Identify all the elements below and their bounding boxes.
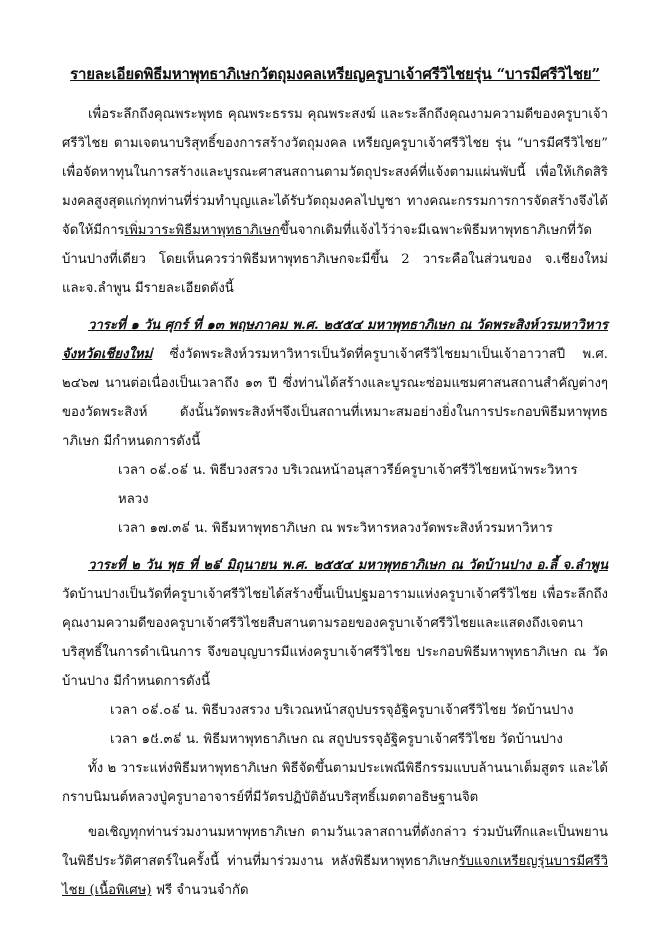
session1-body: ซึ่งวัดพระสิงห์วรมหาวิหารเป็นวัดที่ครูบาเจ้าศรีวิไชยมาเป็นเจ้าอาวาสปี พ.ศ. ๒๔๖๗ นานต่อเนื่องเป็นเวลาถึง ๑๓ ปี ซึ่งท่านได้สร้างและบูรณะซ่อมแซมศาสนสถานสำคัญต่างๆของวัดพระสิงห์ ดังนั้นวัดพระสิงห์ฯจึงเป็นสถานที่เหมาะสมอย่างยิ่งในการประกอบพิธีมหาพุทธาภิเษก มีกำหนดการดังนี้ bbox=[62, 347, 608, 449]
intro-text: เพื่อระลึกถึงคุณพระพุทธ คุณพระธรรม คุณพระสงฆ์ และระลึกถึงคุณงามความดีของครูบาเจ้าศรีวิไชย ตามเจตนาบริสุทธิ์ของการสร้างวัตถุมงคล เหรียญครูบาเจ้าศรีวิไชย รุ่น “บารมีศรีวิไชย” เพื่อจัดหาทุนในการสร้างและบูรณะศาสนสถานตามวัตถุประสงค์ที่แจ้งตามแผ่นพับนี้ เพื่อให้เกิดสิริมงคลสูงสุดแก่ทุกท่านที่ร่วมทำบุญและได้รับวัตถุมงคลไปบูชา ทางคณะกรรมการการจัดสร้างจึงได้จัดให้มีการ bbox=[62, 107, 608, 238]
session2-body: วัดบ้านปางเป็นวัดที่ครูบาเจ้าศรีวิไชยได้สร้างขึ้นเป็นปฐมอารามแห่งครูบาเจ้าศรีวิไชย เพื่อระลึกถึงคุณงามความดีของครูบาเจ้าศรีวิไชยสืบสานตามรอยของครูบาเจ้าศรีวิไชยและแสดงถึงเจตนาบริสุทธิ์ในการดำเนินการ จึงขอบุญบารมีแห่งครูบาเจ้าศรีวิไชย ประกอบพิธีมหาพุทธาภิเษก ณ วัดบ้านปาง มีกำหนดการดังนี้ bbox=[62, 587, 608, 689]
intro-paragraph bbox=[62, 100, 608, 303]
session1-paragraph bbox=[62, 311, 608, 456]
closing2-text: ขอเชิญทุกท่านร่วมงานมหาพุทธาภิเษก ตามวันเวลาสถานที่ดังกล่าว ร่วมบันทึกและเป็นพยานในพิธีประวัติศาสตร์ในครั้งนี้ ท่านที่มาร่วมงาน หลังพิธีมหาพุทธาภิเษก bbox=[62, 825, 608, 869]
closing2-text-continued: ฟรี จำนวนจำกัด bbox=[151, 883, 249, 898]
session2-schedule-item: เวลา ๐៩.๐៩ น. พิธีบวงสรวง บริเวณหน้าสถูปบรรจุอัฐิครูบาเจ้าศรีวิไชย วัดบ้านปาง bbox=[110, 703, 574, 718]
session1-schedule-item: เวลา ๑๗.๓៩ น. พิธีมหาพุทธาภิเษก ณ พระวิหารหลวงวัดพระสิงห์วรมหาวิหาร bbox=[118, 521, 553, 536]
document-title: รายละเอียดพิธีมหาพุทธาภิเษกวัตถุมงคลเหรียญครูบาเจ้าศรีวิไชยรุ่น “บารมีศรีวิไชย” bbox=[70, 65, 600, 83]
closing-paragraph-2 bbox=[62, 818, 608, 905]
session1-heading: วาระที่ ๑ วัน ศุกร์ ที่ ๑๓ พฤษภาคม พ.ศ. ๒๕๕๔ มหาพุทธาภิเษก ณ วัดพระสิงห์วรมหาวิหาร จังหวัดเชียงใหม่ bbox=[62, 318, 608, 362]
session2-paragraph bbox=[62, 551, 608, 696]
closing2-underlined-text: รับแจกเหรียญรุ่นบารมีศรีวิไชย (เนื้อพิเศษ) bbox=[62, 854, 608, 898]
session1-schedule-item: เวลา ๐៩.๐៩ น. พิธีบวงสรวง บริเวณหน้าอนุสาวรีย์ครูบาเจ้าศรีวิไชยหน้าพระวิหารหลวง bbox=[118, 463, 578, 507]
session2-schedule-item: เวลา ๑៥.๓៩ น. พิธีมหาพุทธาภิเษก ณ สถูปบรรจุอัฐิครูบาเจ้าศรีวิไชย วัดบ้านปาง bbox=[110, 732, 563, 747]
intro-text-continued: ขึ้นจากเดิมที่แจ้งไว้ว่าจะมีเฉพาะพิธีมหาพุทธาภิเษกที่วัดบ้านปางที่เดียว โดยเห็นควรว่าพิธีมหาพุทธาภิเษกจะมีขึ้น 2 วาระคือในส่วนของ จ.เชียงใหม่ และจ.ลำพูน มีรายละเอียดดังนี้ bbox=[62, 223, 608, 296]
closing-paragraph-1: ทั้ง ๒ วาระแห่งพิธีมหาพุทธาภิเษก พิธีจัดขึ้นตามประเพณีพิธีกรรมแบบล้านนาเต็มสูตร และได้กราบนิมนต์หลวงปู่ครูบาอาจารย์ที่มีวัตรปฏิบัติอันบริสุทธิ์เมตตาอธิษฐานจิต bbox=[62, 761, 608, 805]
intro-underlined-text: เพิ่มวาระพิธีมหาพุทธาภิเษก bbox=[124, 223, 280, 238]
session2-heading: วาระที่ ๒ วัน พุธ ที่ ๒៩ มิถุนายน พ.ศ. ๒๕๕๔ มหาพุทธาภิเษก ณ วัดบ้านปาง อ.ลี้ จ.ลำพูน bbox=[88, 558, 608, 573]
